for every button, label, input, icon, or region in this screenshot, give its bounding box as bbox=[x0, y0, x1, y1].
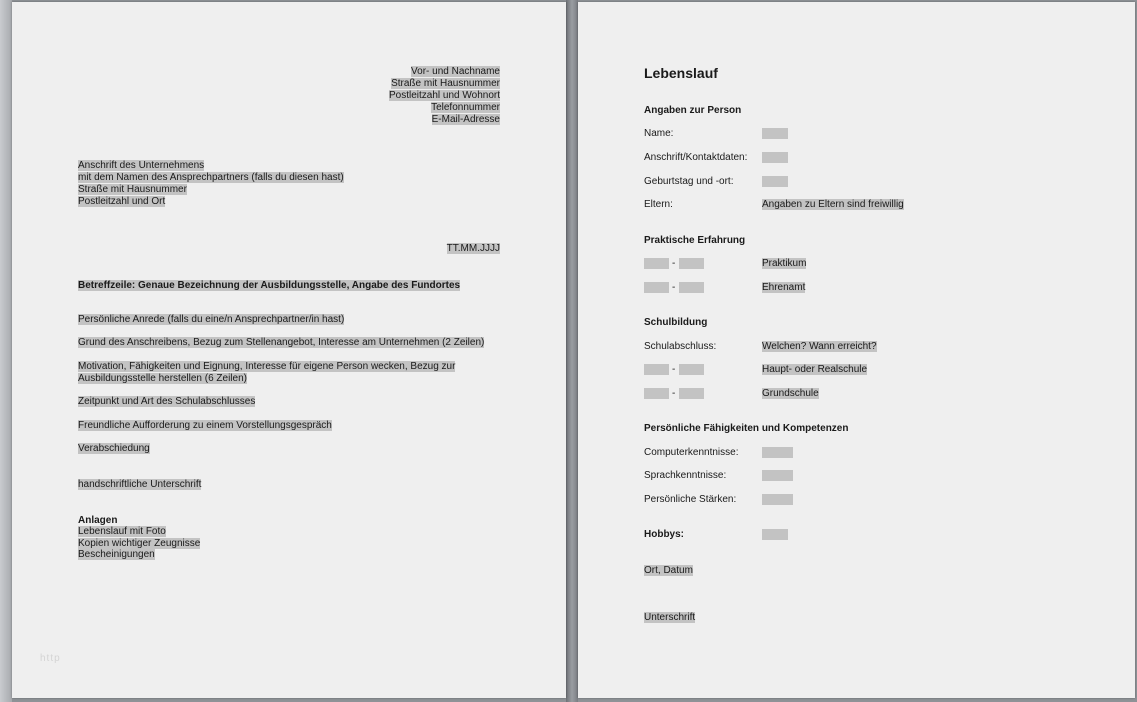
subject-line: Betreffzeile: Genaue Bezeichnung der Ausbildungsstelle, Angabe des Fundortes bbox=[78, 280, 461, 291]
education-item: Grundschule bbox=[762, 388, 819, 399]
cv-title: Lebenslauf bbox=[644, 65, 718, 81]
sender-name: Vor- und Nachname bbox=[411, 66, 500, 77]
education-item: Haupt- oder Realschule bbox=[762, 364, 868, 375]
date-separator: - bbox=[672, 364, 676, 375]
recipient-line: Postleitzahl und Ort bbox=[78, 196, 166, 207]
strengths-label: Persönliche Stärken: bbox=[644, 494, 737, 505]
window-edge bbox=[0, 0, 12, 702]
address-placeholder bbox=[762, 152, 788, 163]
name-placeholder bbox=[762, 128, 788, 139]
section-heading-personal: Angaben zur Person bbox=[644, 105, 742, 116]
cover-letter-page bbox=[12, 2, 566, 698]
cv-signature: Unterschrift bbox=[644, 612, 696, 623]
date-from-placeholder bbox=[644, 282, 669, 293]
language-skills-label: Sprachkenntnisse: bbox=[644, 470, 727, 481]
school-info-paragraph: Zeitpunkt und Art des Schulabschlusses bbox=[78, 396, 256, 407]
signature-placeholder: handschriftliche Unterschrift bbox=[78, 479, 202, 490]
date-to-placeholder bbox=[679, 388, 704, 399]
date-to-placeholder bbox=[679, 258, 704, 269]
experience-item: Praktikum bbox=[762, 258, 807, 269]
language-skills-placeholder bbox=[762, 470, 793, 481]
recipient-line: Anschrift des Unternehmens bbox=[78, 160, 205, 171]
closing: Verabschiedung bbox=[78, 443, 150, 454]
attachment-item: Lebenslauf mit Foto bbox=[78, 526, 166, 537]
letter-date: TT.MM.JJJJ bbox=[446, 243, 500, 254]
computer-skills-placeholder bbox=[762, 447, 793, 458]
computer-skills-label: Computerkenntnisse: bbox=[644, 447, 739, 458]
page-gutter bbox=[566, 0, 578, 702]
sender-phone: Telefonnummer bbox=[431, 102, 500, 113]
interview-request-paragraph: Freundliche Aufforderung zu einem Vorstellungsgespräch bbox=[78, 420, 332, 431]
name-label: Name: bbox=[644, 128, 674, 139]
recipient-line: mit dem Namen des Ansprechpartners (falls du diesen hast) bbox=[78, 172, 344, 183]
birth-placeholder bbox=[762, 176, 788, 187]
section-heading-skills: Persönliche Fähigkeiten und Kompetenzen bbox=[644, 423, 849, 434]
sender-email: E-Mail-Adresse bbox=[431, 114, 500, 125]
section-heading-education: Schulbildung bbox=[644, 317, 708, 328]
degree-label: Schulabschluss: bbox=[644, 341, 717, 352]
date-separator: - bbox=[672, 388, 676, 399]
reason-paragraph: Grund des Anschreibens, Bezug zum Stellenangebot, Interesse am Unternehmen (2 Zeilen) bbox=[78, 337, 485, 348]
section-heading-experience: Praktische Erfahrung bbox=[644, 235, 746, 246]
experience-item: Ehrenamt bbox=[762, 282, 806, 293]
date-from-placeholder bbox=[644, 258, 669, 269]
birth-label: Geburtstag und -ort: bbox=[644, 176, 734, 187]
place-date: Ort, Datum bbox=[644, 565, 693, 576]
motivation-paragraph: Ausbildungsstelle herstellen (6 Zeilen) bbox=[78, 373, 247, 384]
degree-value: Welchen? Wann erreicht? bbox=[762, 341, 877, 352]
strengths-placeholder bbox=[762, 494, 793, 505]
salutation: Persönliche Anrede (falls du eine/n Ansprechpartner/in hast) bbox=[78, 314, 345, 325]
cv-page bbox=[578, 2, 1135, 698]
attachment-item: Bescheinigungen bbox=[78, 549, 155, 560]
parents-label: Eltern: bbox=[644, 199, 673, 210]
date-to-placeholder bbox=[679, 282, 704, 293]
attachments-title: Anlagen bbox=[78, 515, 118, 526]
parents-value: Angaben zu Eltern sind freiwillig bbox=[762, 199, 904, 210]
date-from-placeholder bbox=[644, 388, 669, 399]
date-from-placeholder bbox=[644, 364, 669, 375]
date-separator: - bbox=[672, 258, 676, 269]
address-label: Anschrift/Kontaktdaten: bbox=[644, 152, 748, 163]
attachment-item: Kopien wichtiger Zeugnisse bbox=[78, 538, 201, 549]
date-separator: - bbox=[672, 282, 676, 293]
sender-city: Postleitzahl und Wohnort bbox=[389, 90, 500, 101]
hobbies-placeholder bbox=[762, 529, 788, 540]
watermark: http bbox=[40, 653, 61, 664]
date-to-placeholder bbox=[679, 364, 704, 375]
sender-street: Straße mit Hausnummer bbox=[391, 78, 500, 89]
hobbies-label: Hobbys: bbox=[644, 529, 684, 540]
recipient-line: Straße mit Hausnummer bbox=[78, 184, 187, 195]
motivation-paragraph: Motivation, Fähigkeiten und Eignung, Interesse für eigene Person wecken, Bezug zur bbox=[78, 361, 456, 372]
